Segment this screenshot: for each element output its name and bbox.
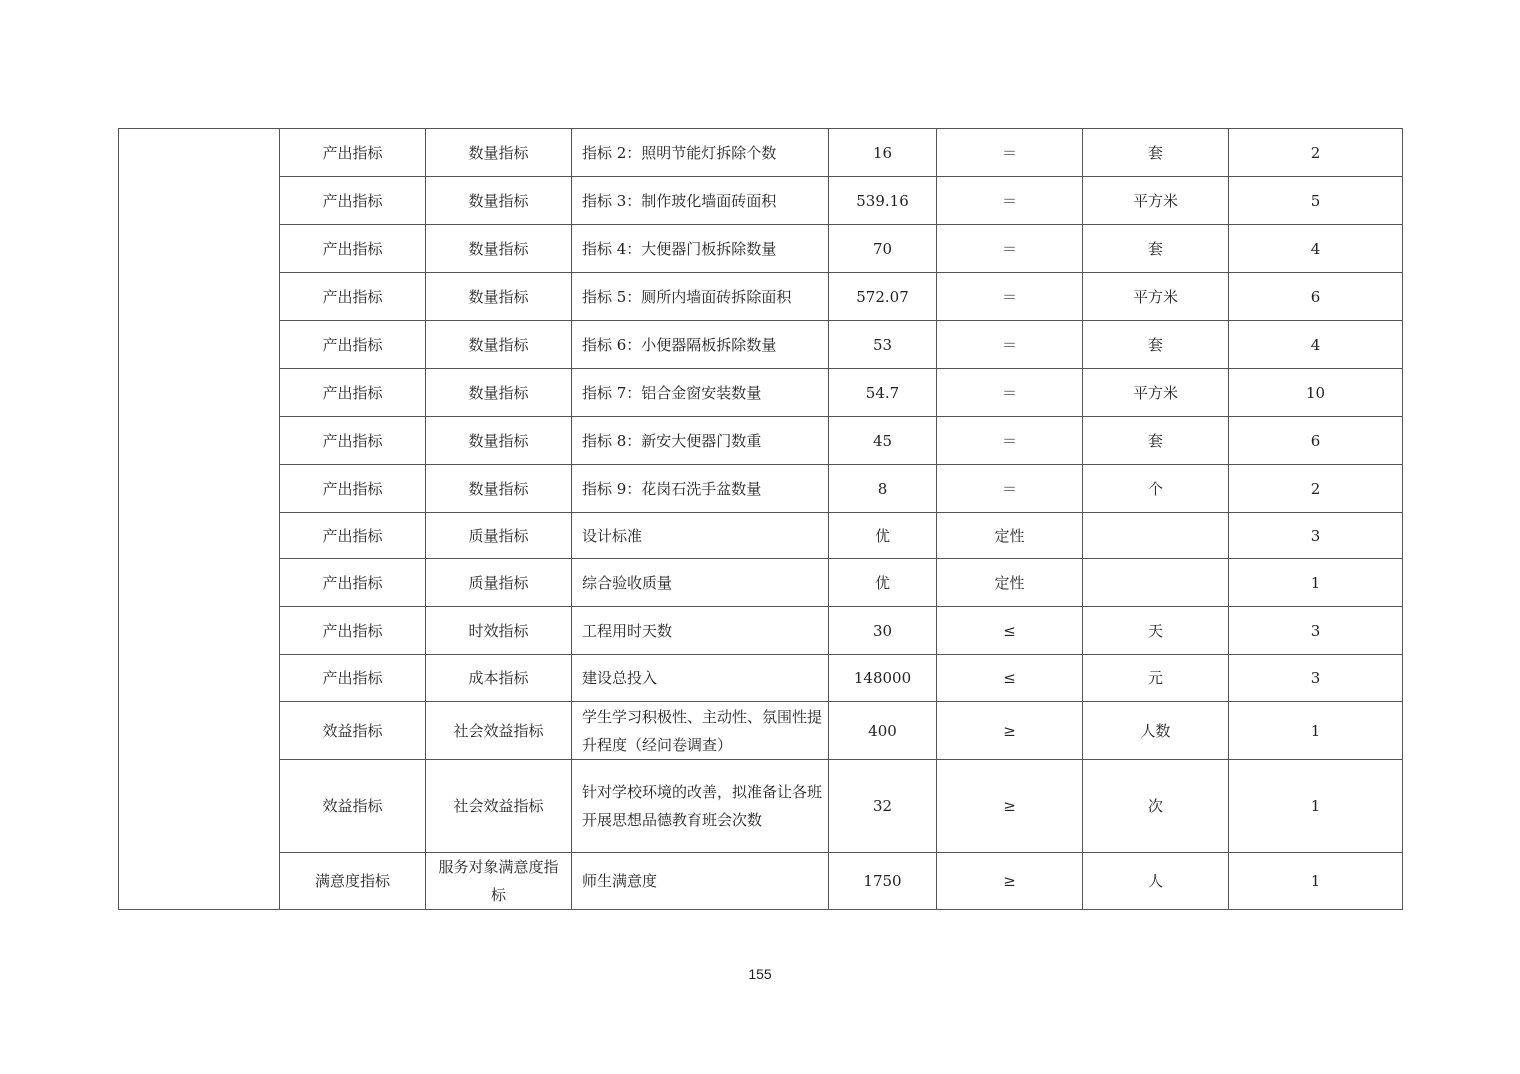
unit-cell: 平方米 <box>1083 177 1229 225</box>
weight-cell: 3 <box>1229 655 1403 702</box>
category-cell: 产出指标 <box>280 369 426 417</box>
subcategory-cell: 数量指标 <box>426 177 572 225</box>
table-row <box>119 273 1403 321</box>
operator-cell: ＝ <box>937 417 1083 465</box>
category-cell: 产出指标 <box>280 417 426 465</box>
weight-cell: 3 <box>1229 607 1403 655</box>
operator-cell: ≥ <box>937 760 1083 853</box>
weight-cell: 2 <box>1229 129 1403 177</box>
indicator-cell: 学生学习积极性、主动性、氛围性提升程度（经问卷调查） <box>572 702 829 760</box>
weight-cell: 1 <box>1229 559 1403 607</box>
unit-cell: 个 <box>1083 465 1229 513</box>
subcategory-cell: 质量指标 <box>426 513 572 559</box>
table-row <box>119 129 1403 177</box>
value-cell: 572.07 <box>829 273 937 321</box>
value-cell: 45 <box>829 417 937 465</box>
operator-cell: ＝ <box>937 129 1083 177</box>
weight-cell: 6 <box>1229 273 1403 321</box>
operator-cell: ≥ <box>937 702 1083 760</box>
subcategory-cell: 数量指标 <box>426 273 572 321</box>
subcategory-cell: 数量指标 <box>426 369 572 417</box>
weight-cell: 6 <box>1229 417 1403 465</box>
unit-cell: 次 <box>1083 760 1229 853</box>
subcategory-cell: 数量指标 <box>426 225 572 273</box>
weight-cell: 1 <box>1229 702 1403 760</box>
unit-cell <box>1083 513 1229 559</box>
category-cell: 产出指标 <box>280 607 426 655</box>
category-cell: 产出指标 <box>280 129 426 177</box>
value-cell: 8 <box>829 465 937 513</box>
indicator-table <box>118 128 1403 910</box>
subcategory-cell: 数量指标 <box>426 417 572 465</box>
unit-cell: 元 <box>1083 655 1229 702</box>
indicator-cell: 指标 7：铝合金窗安装数量 <box>572 369 829 417</box>
category-cell: 产出指标 <box>280 273 426 321</box>
value-cell: 30 <box>829 607 937 655</box>
indicator-cell: 指标 8：新安大便器门数重 <box>572 417 829 465</box>
table-row <box>119 607 1403 655</box>
table-row <box>119 513 1403 559</box>
value-cell: 16 <box>829 129 937 177</box>
table-row <box>119 760 1403 853</box>
operator-cell: ＝ <box>937 369 1083 417</box>
operator-cell: ＝ <box>937 465 1083 513</box>
indicator-cell: 针对学校环境的改善，拟准备让各班开展思想品德教育班会次数 <box>572 760 829 853</box>
operator-cell: ＝ <box>937 273 1083 321</box>
unit-cell: 天 <box>1083 607 1229 655</box>
value-cell: 优 <box>829 513 937 559</box>
value-cell: 53 <box>829 321 937 369</box>
indicator-cell: 指标 4：大便器门板拆除数量 <box>572 225 829 273</box>
value-cell: 70 <box>829 225 937 273</box>
unit-cell: 套 <box>1083 225 1229 273</box>
value-cell: 1750 <box>829 853 937 910</box>
weight-cell: 4 <box>1229 321 1403 369</box>
value-cell: 54.7 <box>829 369 937 417</box>
weight-cell: 1 <box>1229 853 1403 910</box>
unit-cell: 平方米 <box>1083 273 1229 321</box>
operator-cell: ≥ <box>937 853 1083 910</box>
value-cell: 400 <box>829 702 937 760</box>
table-row <box>119 655 1403 702</box>
subcategory-cell: 质量指标 <box>426 559 572 607</box>
table-row <box>119 321 1403 369</box>
table-row <box>119 559 1403 607</box>
category-cell: 效益指标 <box>280 760 426 853</box>
table-row <box>119 225 1403 273</box>
subcategory-cell: 数量指标 <box>426 465 572 513</box>
category-cell: 满意度指标 <box>280 853 426 910</box>
category-cell: 产出指标 <box>280 321 426 369</box>
category-cell: 产出指标 <box>280 655 426 702</box>
indicator-cell: 指标 5：厕所内墙面砖拆除面积 <box>572 273 829 321</box>
value-cell: 539.16 <box>829 177 937 225</box>
project-column-cell <box>119 129 280 910</box>
indicator-cell: 建设总投入 <box>572 655 829 702</box>
unit-cell: 人 <box>1083 853 1229 910</box>
subcategory-cell: 数量指标 <box>426 321 572 369</box>
indicator-cell: 设计标准 <box>572 513 829 559</box>
unit-cell: 套 <box>1083 129 1229 177</box>
page-number: 155 <box>748 966 772 982</box>
table-row <box>119 369 1403 417</box>
subcategory-cell: 数量指标 <box>426 129 572 177</box>
subcategory-cell: 社会效益指标 <box>426 760 572 853</box>
category-cell: 产出指标 <box>280 465 426 513</box>
indicator-cell: 师生满意度 <box>572 853 829 910</box>
unit-cell: 平方米 <box>1083 369 1229 417</box>
operator-cell: ＝ <box>937 321 1083 369</box>
category-cell: 产出指标 <box>280 177 426 225</box>
weight-cell: 4 <box>1229 225 1403 273</box>
category-cell: 产出指标 <box>280 513 426 559</box>
table-row <box>119 177 1403 225</box>
category-cell: 产出指标 <box>280 225 426 273</box>
subcategory-cell: 服务对象满意度指标 <box>426 853 572 910</box>
subcategory-cell: 时效指标 <box>426 607 572 655</box>
weight-cell: 1 <box>1229 760 1403 853</box>
category-cell: 效益指标 <box>280 702 426 760</box>
subcategory-cell: 社会效益指标 <box>426 702 572 760</box>
operator-cell: ＝ <box>937 225 1083 273</box>
value-cell: 优 <box>829 559 937 607</box>
indicator-cell: 指标 3：制作玻化墙面砖面积 <box>572 177 829 225</box>
unit-cell: 套 <box>1083 321 1229 369</box>
weight-cell: 2 <box>1229 465 1403 513</box>
weight-cell: 3 <box>1229 513 1403 559</box>
operator-cell: ≤ <box>937 655 1083 702</box>
indicator-cell: 工程用时天数 <box>572 607 829 655</box>
indicator-cell: 指标 6：小便器隔板拆除数量 <box>572 321 829 369</box>
unit-cell: 套 <box>1083 417 1229 465</box>
value-cell: 148000 <box>829 655 937 702</box>
weight-cell: 5 <box>1229 177 1403 225</box>
operator-cell: ≤ <box>937 607 1083 655</box>
operator-cell: 定性 <box>937 513 1083 559</box>
operator-cell: ＝ <box>937 177 1083 225</box>
indicator-cell: 指标 2：照明节能灯拆除个数 <box>572 129 829 177</box>
subcategory-cell: 成本指标 <box>426 655 572 702</box>
weight-cell: 10 <box>1229 369 1403 417</box>
indicator-cell: 指标 9：花岗石洗手盆数量 <box>572 465 829 513</box>
value-cell: 32 <box>829 760 937 853</box>
unit-cell <box>1083 559 1229 607</box>
operator-cell: 定性 <box>937 559 1083 607</box>
table-row <box>119 702 1403 760</box>
category-cell: 产出指标 <box>280 559 426 607</box>
table-row <box>119 465 1403 513</box>
unit-cell: 人数 <box>1083 702 1229 760</box>
table-row <box>119 417 1403 465</box>
indicator-cell: 综合验收质量 <box>572 559 829 607</box>
table-row <box>119 853 1403 910</box>
